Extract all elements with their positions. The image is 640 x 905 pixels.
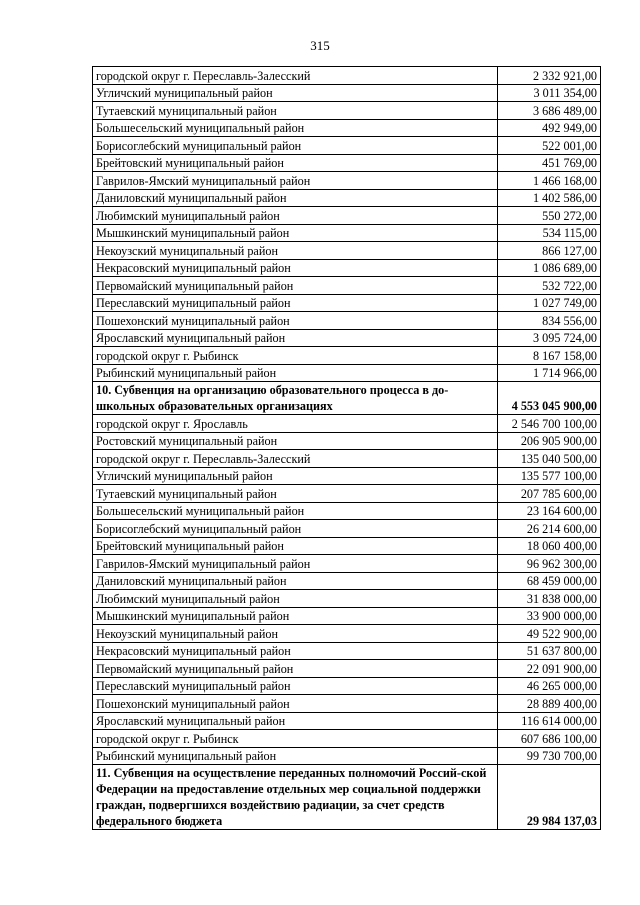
subvention-amount: 1 027 749,00 <box>498 294 601 312</box>
municipality-name: Рыбинский муниципальный район <box>93 747 498 765</box>
table-row <box>93 642 601 660</box>
subvention-amount: 18 060 400,00 <box>498 537 601 555</box>
subvention-amount: 534 115,00 <box>498 224 601 242</box>
subvention-amount: 3 686 489,00 <box>498 102 601 120</box>
subvention-amount: 116 614 000,00 <box>498 712 601 730</box>
municipality-name: Угличский муниципальный район <box>93 84 498 102</box>
subvention-amount: 1 466 168,00 <box>498 172 601 190</box>
municipality-name: городской округ г. Переславль-Залесский <box>93 67 498 85</box>
table-row <box>93 67 601 85</box>
subvention-amount: 206 905 900,00 <box>498 432 601 450</box>
subvention-amount: 866 127,00 <box>498 242 601 260</box>
subvention-amount: 607 686 100,00 <box>498 730 601 748</box>
table-row <box>93 555 601 573</box>
municipality-name: Рыбинский муниципальный район <box>93 364 498 382</box>
table-row <box>93 450 601 468</box>
table-body-section-10 <box>93 415 601 765</box>
municipality-name: Любимский муниципальный район <box>93 590 498 608</box>
subvention-amount: 492 949,00 <box>498 119 601 137</box>
table-row <box>93 102 601 120</box>
subvention-amount: 68 459 000,00 <box>498 572 601 590</box>
subvention-amount: 522 001,00 <box>498 137 601 155</box>
municipality-name: Брейтовский муниципальный район <box>93 537 498 555</box>
table-row <box>93 485 601 503</box>
table-row <box>93 677 601 695</box>
section-heading-row <box>93 765 601 830</box>
municipality-name: Тутаевский муниципальный район <box>93 485 498 503</box>
subvention-table <box>92 66 601 830</box>
table-row <box>93 625 601 643</box>
subvention-amount: 99 730 700,00 <box>498 747 601 765</box>
table-row <box>93 189 601 207</box>
table-row <box>93 432 601 450</box>
subvention-amount: 532 722,00 <box>498 277 601 295</box>
municipality-name: городской округ г. Переславль-Залесский <box>93 450 498 468</box>
table-body-top <box>93 67 601 382</box>
table-row <box>93 347 601 365</box>
table-row <box>93 312 601 330</box>
subvention-amount: 8 167 158,00 <box>498 347 601 365</box>
municipality-name: Угличский муниципальный район <box>93 467 498 485</box>
subvention-amount: 451 769,00 <box>498 154 601 172</box>
municipality-name: Мышкинский муниципальный район <box>93 224 498 242</box>
table-row <box>93 137 601 155</box>
subvention-amount: 1 086 689,00 <box>498 259 601 277</box>
section-total: 29 984 137,03 <box>498 765 601 830</box>
municipality-name: Борисоглебский муниципальный район <box>93 520 498 538</box>
subvention-amount: 2 332 921,00 <box>498 67 601 85</box>
municipality-name: Первомайский муниципальный район <box>93 277 498 295</box>
municipality-name: Гаврилов-Ямский муниципальный район <box>93 555 498 573</box>
municipality-name: Тутаевский муниципальный район <box>93 102 498 120</box>
table-row <box>93 660 601 678</box>
section-total: 4 553 045 900,00 <box>498 382 601 415</box>
municipality-name: Некрасовский муниципальный район <box>93 642 498 660</box>
section-10 <box>93 382 601 415</box>
subvention-amount: 23 164 600,00 <box>498 502 601 520</box>
subvention-amount: 1 402 586,00 <box>498 189 601 207</box>
municipality-name: Пошехонский муниципальный район <box>93 312 498 330</box>
table-row <box>93 730 601 748</box>
municipality-name: городской округ г. Рыбинск <box>93 347 498 365</box>
table-row <box>93 224 601 242</box>
table-row <box>93 415 601 433</box>
section-title: 10. Субвенция на организацию образовательного процесса в до-школьных образовательных организациях <box>93 382 498 415</box>
table-row <box>93 84 601 102</box>
municipality-name: Брейтовский муниципальный район <box>93 154 498 172</box>
subvention-amount: 2 546 700 100,00 <box>498 415 601 433</box>
municipality-name: Даниловский муниципальный район <box>93 572 498 590</box>
table-row <box>93 119 601 137</box>
municipality-name: Ярославский муниципальный район <box>93 329 498 347</box>
table-row <box>93 172 601 190</box>
table-row <box>93 294 601 312</box>
table-row <box>93 154 601 172</box>
municipality-name: Переславский муниципальный район <box>93 294 498 312</box>
municipality-name: Ростовский муниципальный район <box>93 432 498 450</box>
subvention-amount: 834 556,00 <box>498 312 601 330</box>
municipality-name: Ярославский муниципальный район <box>93 712 498 730</box>
subvention-amount: 135 577 100,00 <box>498 467 601 485</box>
municipality-name: Гаврилов-Ямский муниципальный район <box>93 172 498 190</box>
municipality-name: Даниловский муниципальный район <box>93 189 498 207</box>
table-row <box>93 747 601 765</box>
table-row <box>93 364 601 382</box>
subvention-amount: 135 040 500,00 <box>498 450 601 468</box>
subvention-amount: 28 889 400,00 <box>498 695 601 713</box>
subvention-amount: 3 095 724,00 <box>498 329 601 347</box>
municipality-name: Любимский муниципальный район <box>93 207 498 225</box>
municipality-name: городской округ г. Рыбинск <box>93 730 498 748</box>
subvention-amount: 49 522 900,00 <box>498 625 601 643</box>
subvention-amount: 96 962 300,00 <box>498 555 601 573</box>
table-row <box>93 242 601 260</box>
subvention-amount: 26 214 600,00 <box>498 520 601 538</box>
municipality-name: Борисоглебский муниципальный район <box>93 137 498 155</box>
table-row <box>93 259 601 277</box>
subvention-amount: 3 011 354,00 <box>498 84 601 102</box>
subvention-amount: 33 900 000,00 <box>498 607 601 625</box>
section-heading-row <box>93 382 601 415</box>
municipality-name: Пошехонский муниципальный район <box>93 695 498 713</box>
municipality-name: городской округ г. Ярославль <box>93 415 498 433</box>
table-row <box>93 712 601 730</box>
subvention-amount: 22 091 900,00 <box>498 660 601 678</box>
municipality-name: Большесельский муниципальный район <box>93 502 498 520</box>
municipality-name: Некоузский муниципальный район <box>93 242 498 260</box>
table-row <box>93 537 601 555</box>
table-row <box>93 572 601 590</box>
table-row <box>93 695 601 713</box>
subvention-amount: 1 714 966,00 <box>498 364 601 382</box>
table-row <box>93 467 601 485</box>
table-row <box>93 277 601 295</box>
page-number: 315 <box>310 38 330 53</box>
table-row <box>93 329 601 347</box>
section-title: 11. Субвенция на осуществление переданных полномочий Россий-ской Федерации на предоставление отдельных мер социальной поддержки граждан, подвергшихся воздействию радиации, за счет средств федерального бюджета <box>93 765 498 830</box>
municipality-name: Переславский муниципальный район <box>93 677 498 695</box>
subvention-amount: 207 785 600,00 <box>498 485 601 503</box>
table-row <box>93 607 601 625</box>
municipality-name: Некрасовский муниципальный район <box>93 259 498 277</box>
municipality-name: Мышкинский муниципальный район <box>93 607 498 625</box>
subvention-amount: 550 272,00 <box>498 207 601 225</box>
subvention-amount: 46 265 000,00 <box>498 677 601 695</box>
subvention-amount: 51 637 800,00 <box>498 642 601 660</box>
section-11 <box>93 765 601 830</box>
table-row <box>93 590 601 608</box>
municipality-name: Некоузский муниципальный район <box>93 625 498 643</box>
table-row <box>93 502 601 520</box>
subvention-amount: 31 838 000,00 <box>498 590 601 608</box>
table-row <box>93 520 601 538</box>
municipality-name: Первомайский муниципальный район <box>93 660 498 678</box>
municipality-name: Большесельский муниципальный район <box>93 119 498 137</box>
table-row <box>93 207 601 225</box>
